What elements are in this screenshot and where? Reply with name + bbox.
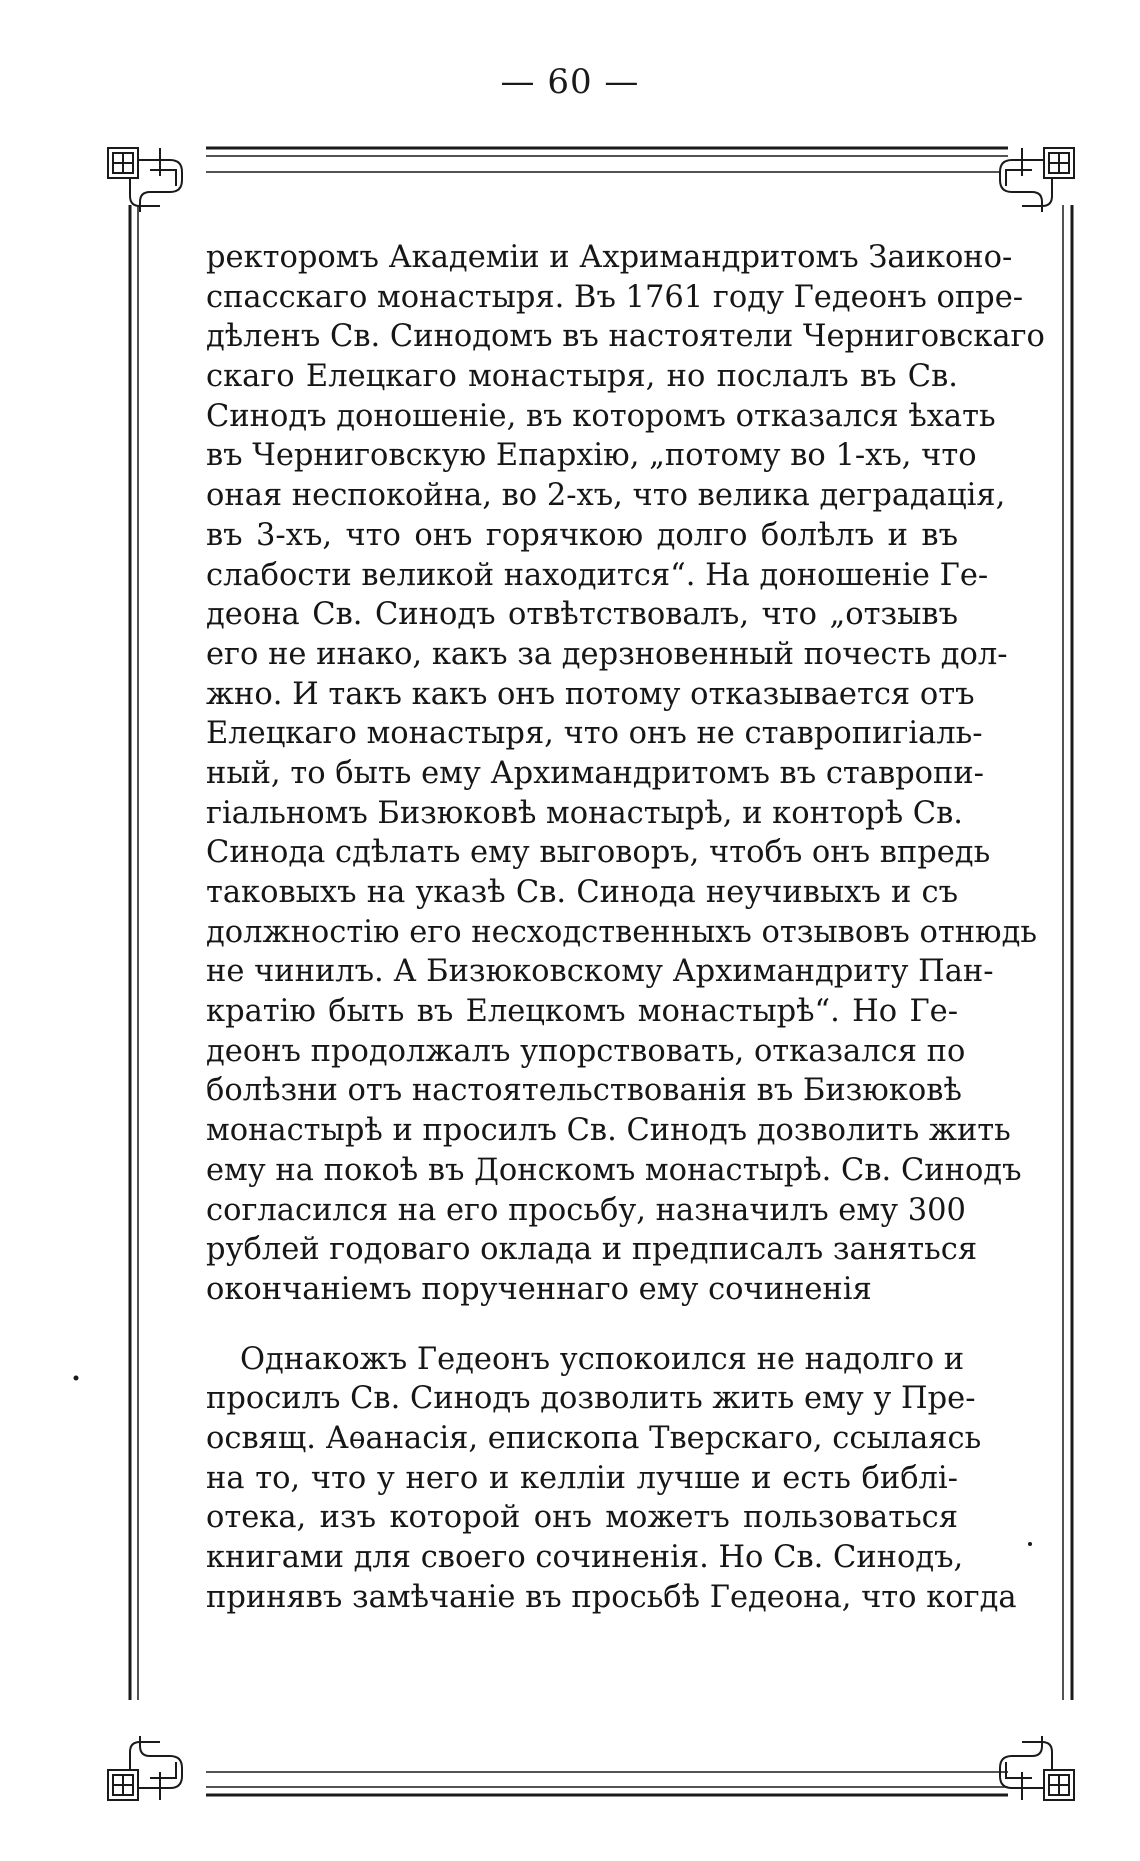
page-number: — 60 — [500,62,640,102]
text-line: спасскаго монастыря. Въ 1761 году Гедеонъ опре- [206,279,1024,315]
text-line: Синода сдѣлать ему выговоръ, чтобъ онъ впредь [206,835,991,871]
text-line: жно. И такъ какъ онъ потому отказывается отъ [206,676,975,712]
text-line: освящ. Аѳанасія, епископа Тверскаго, ссылаясь [206,1420,982,1456]
text-line: дѣленъ Св. Синодомъ въ настоятели Черниговскаго [206,319,1045,355]
text-line: ему на покоѣ въ Донскомъ монастырѣ. Св. Синодъ [206,1152,1022,1188]
text-line: рублей годоваго оклада и предписалъ заняться [206,1232,978,1268]
text-line: принявъ замѣчаніе въ просьбѣ Гедеона, что когда [206,1579,1017,1615]
corner-ornament-bottom-right [1000,1736,1074,1800]
body-text [206,238,1045,1617]
text-line: Однакожъ Гедеонъ успокоился не надолго и [240,1341,965,1377]
text-line: въ Черниговскую Епархію, „потому во 1-хъ, что [206,438,977,474]
speck-mark [74,1376,79,1381]
text-line: на то, что у него и келліи лучше и есть библі- [206,1460,958,1496]
corner-ornament-top-left [108,148,182,212]
text-line: книгами для своего сочиненія. Но Св. Синодъ, [206,1540,964,1575]
text-line: скаго Елецкаго монастыря, но послалъ въ Св. [206,359,958,395]
text-line: Елецкаго монастыря, что онъ не ставропигіаль- [206,716,983,752]
text-line: оная неспокойна, во 2-хъ, что велика деградація, [206,478,1006,514]
text-line: болѣзни отъ настоятельствованія въ Бизюковѣ [206,1073,962,1109]
paragraph-gap [206,1310,958,1340]
text-line: отека, изъ которой онъ можетъ пользоваться [206,1500,958,1536]
text-line: таковыхъ на указѣ Св. Синода неучивыхъ и съ [206,875,958,910]
text-line: его не инако, какъ за дерзновенный почесть дол- [206,636,1008,672]
text-line: ректоромъ Академіи и Ахримандритомъ Заиконо- [206,240,1013,275]
speck-mark [1028,1542,1032,1546]
text-line: деона Св. Синодъ отвѣтствовалъ, что „отзывъ [206,597,958,633]
paragraph [206,238,1045,1310]
text-line: кратію быть въ Елецкомъ монастырѣ“. Но Ге- [206,994,958,1030]
text-line: не чинилъ. А Бизюковскому Архимандриту Пан- [206,954,994,990]
text-line: деонъ продолжалъ упорствовать, отказался по [206,1033,966,1069]
paragraph [206,1340,1017,1618]
text-line: должностію его несходственныхъ отзывовъ отнюдь [206,914,1037,950]
text-line: гіальномъ Бизюковѣ монастырѣ, и конторѣ Св. [206,795,963,831]
text-line: согласился на его просьбу, назначилъ ему 300 [206,1192,966,1228]
corner-ornament-bottom-left [108,1736,182,1800]
corner-ornament-top-right [1000,148,1074,212]
text-line: Синодъ доношеніе, въ которомъ отказался ѣхать [206,398,996,434]
text-line: монастырѣ и просилъ Св. Синодъ дозволить жить [206,1113,1011,1149]
text-line: окончаніемъ порученнаго ему сочиненія [206,1271,872,1307]
text-line: слабости великой находится“. На доношеніе Ге- [206,557,989,593]
text-line: просилъ Св. Синодъ дозволить жить ему у Пре- [206,1381,976,1417]
text-line: ный, то быть ему Архимандритомъ въ ставропи- [206,755,984,791]
text-line: въ 3-хъ, что онъ горячкою долго болѣлъ и въ [206,517,958,553]
